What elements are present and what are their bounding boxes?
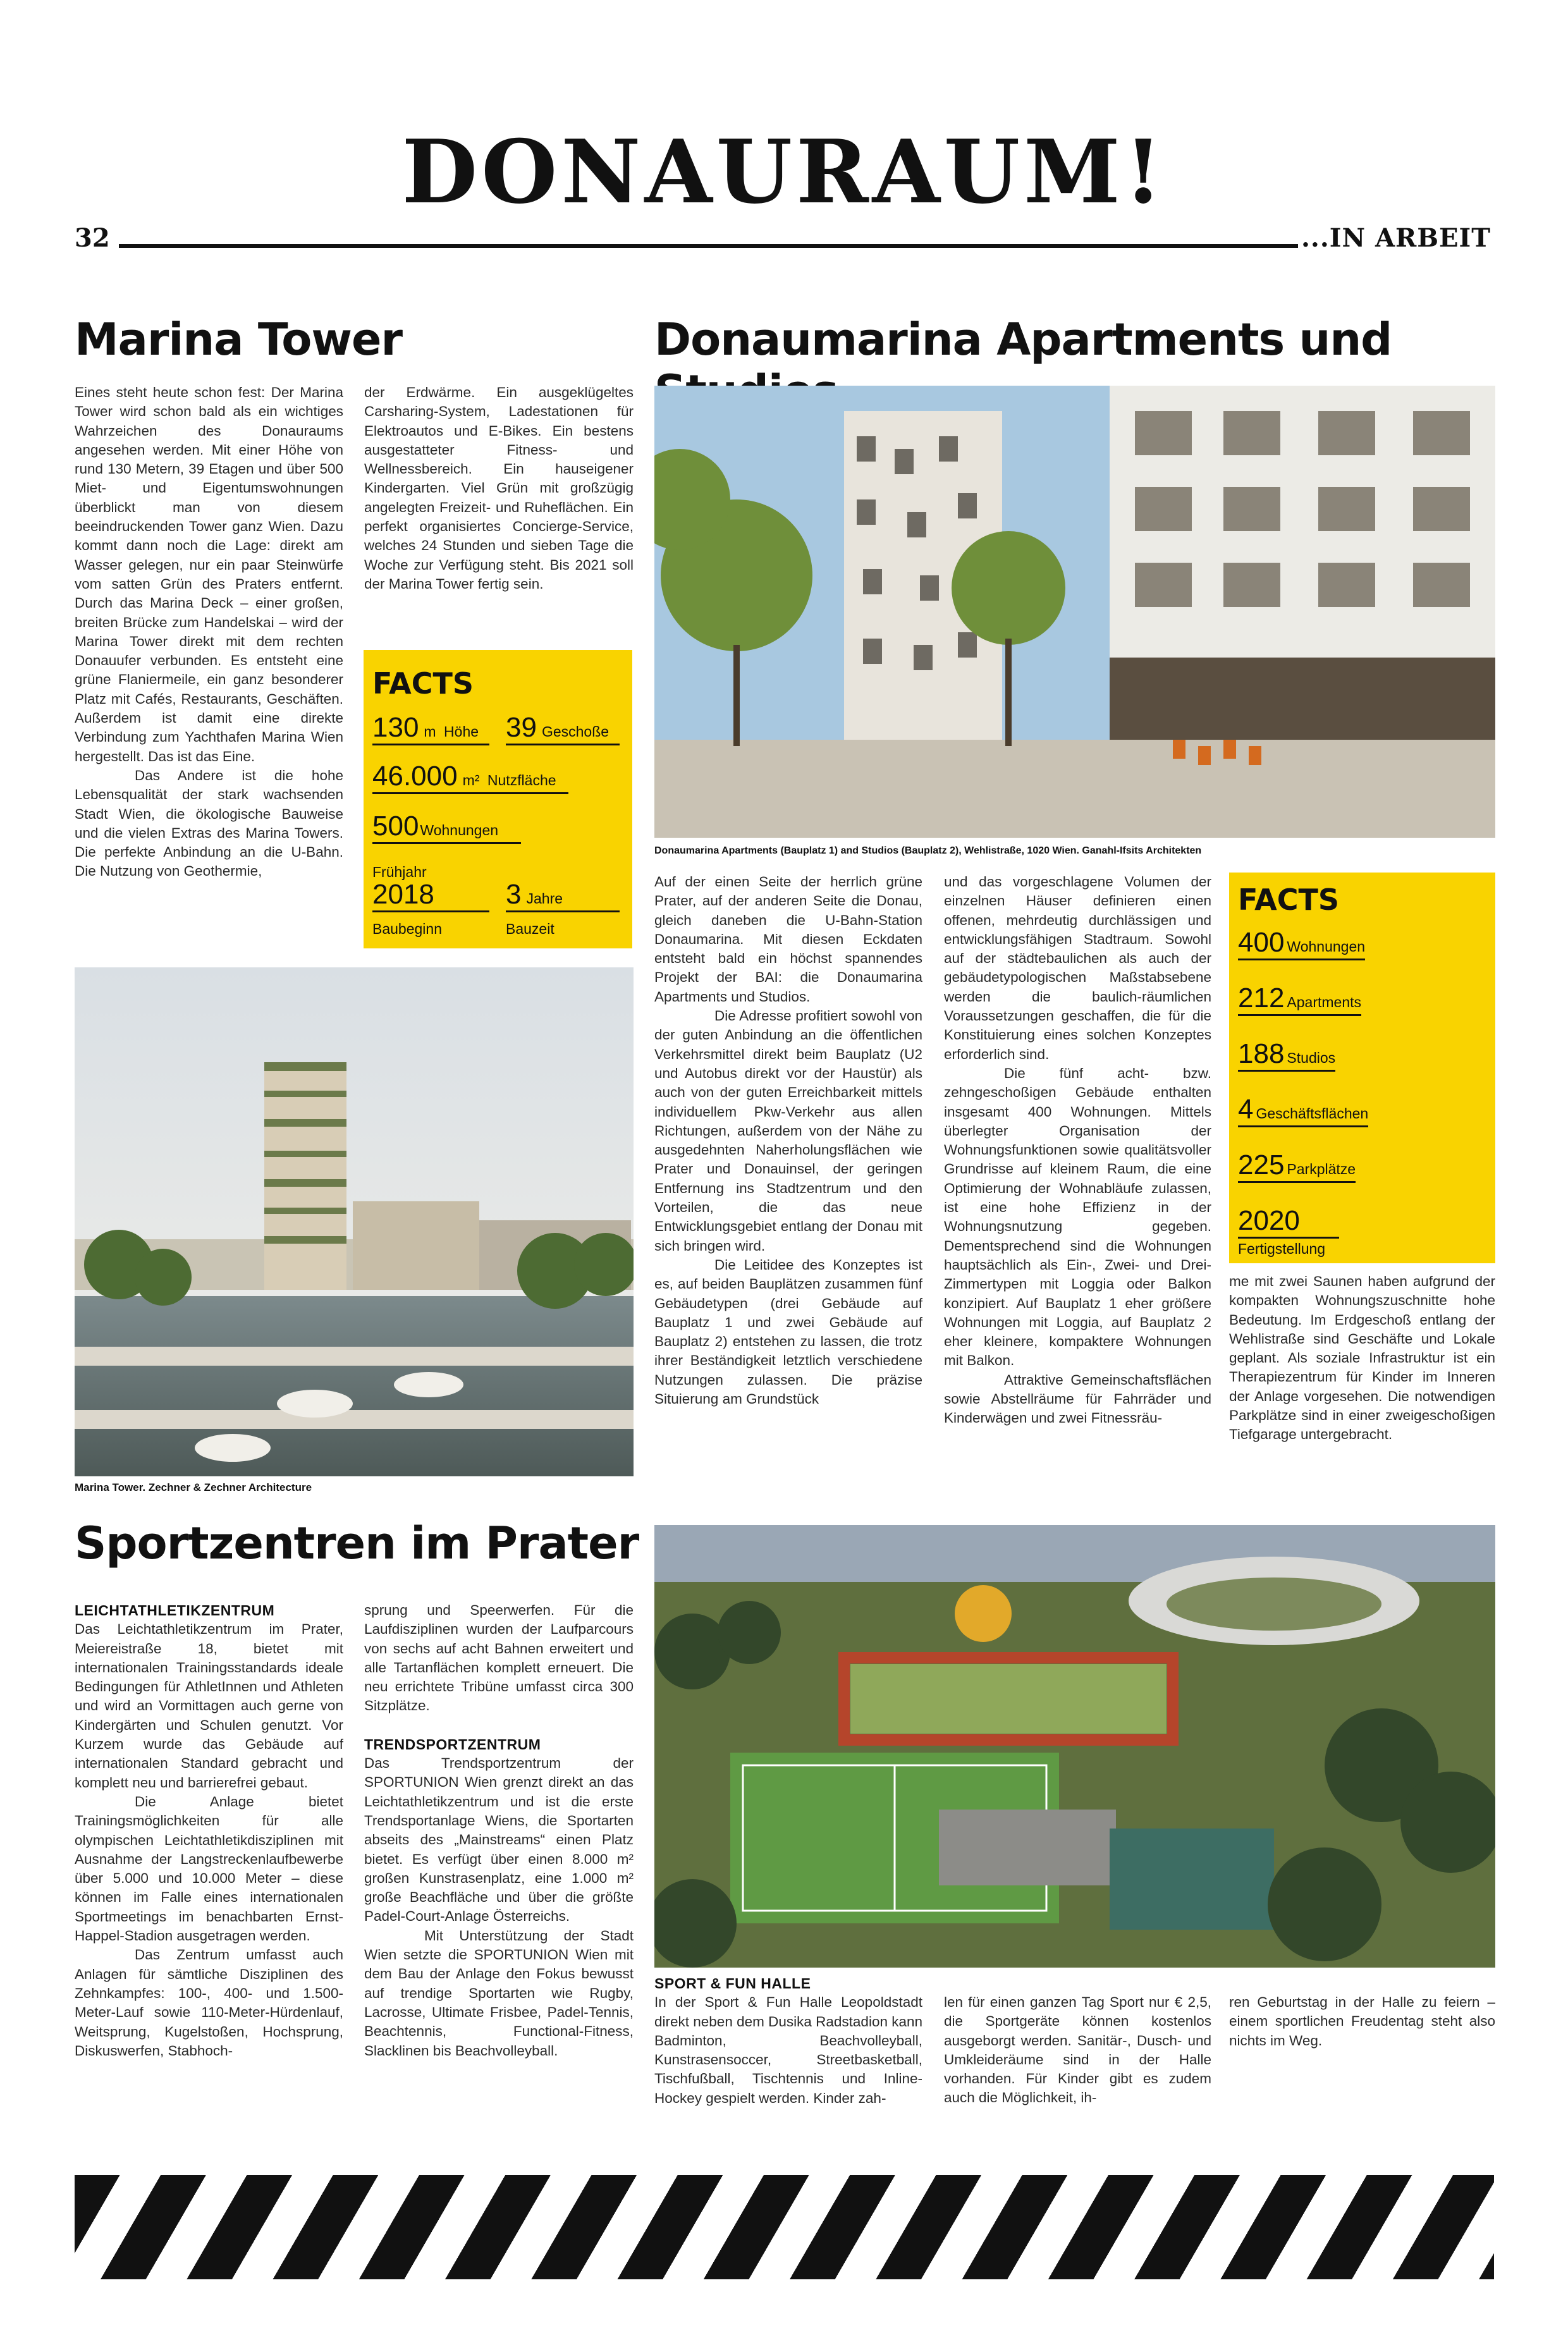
fact-units: 500Wohnungen xyxy=(372,811,521,844)
marina-tower-title: Marina Tower xyxy=(75,314,403,365)
page-number: 32 xyxy=(75,223,110,253)
fact-floors: 39 Geschoße xyxy=(506,712,620,745)
fact-label: Fertigstellung xyxy=(1238,1240,1326,1257)
paragraph: und das vorgeschlagene Volumen der einzelnen Häuser definieren einen offenen, mehrdeutig durchlässigen und entwicklungsfähigen Stadtraum. Sowohl auf der städtebaulichen als auch der gebäudetypologischen Maßstabsebene werden die baulich-räumlichen Voraussetzungen geschaffen, die für die Konstituierung eines solchen Konzeptes erforderlich sind. xyxy=(944,874,1211,1062)
subhead: TRENDSPORTZENTRUM xyxy=(364,1736,541,1753)
fact-item: 4 Geschäftsflächen xyxy=(1238,1094,1368,1127)
header-rule xyxy=(119,244,1298,248)
donaumarina-text-col3 xyxy=(1229,1272,1495,1445)
donaumarina-text-col1 xyxy=(654,873,922,1409)
sport-aerial-illustration xyxy=(654,1525,1495,1968)
section-name: ...IN ARBEIT xyxy=(1301,223,1491,253)
paragraph: Das Zentrum umfasst auch Anlagen für sämtliche Disziplinen des Zehnkampfes: 100-, 400- und 1.500-Meter-Lauf sowie 110-Meter-Hürdenlauf, Weitsprung, Kugelstoßen, Hochsprung, Diskuswerfen, Stabhoch- xyxy=(75,1947,343,2059)
fact-item: 400 Wohnungen xyxy=(1238,927,1365,960)
paragraph: Das Leichtathletikzentrum im Prater, Meiereistraße 18, bietet mit internationalen Trainingsstandards ideale Bedingungen für AthletInnen und Athleten und wird an Vormittagen auch gerne von Kindergärten und Schulen genutzt. Vor Kurzem wurde das Gebäude auf internationalen Standard gebracht und komplett neu und barrierefrei gebaut. xyxy=(75,1621,343,1791)
sport-text-col5 xyxy=(1229,1993,1495,2050)
paragraph: Die Leitidee des Konzeptes ist es, auf beiden Bauplätzen zusammen fünf Gebäudetypen (drei Gebäude auf Bauplatz 1 und zwei Gebäude auf Bauplatz 2) entstehen zu lassen, die trotz ihrer Beständigkeit letztlich verschiedene Nutzungen zulassen. Die präzise Situierung am Grundstück xyxy=(654,1256,922,1407)
sport-aerial-image xyxy=(654,1525,1495,1968)
paragraph: der Erdwärme. Ein ausgeklügeltes Carsharing-System, Ladestationen für Elektroautos und E-Bikes. Ein bestens ausgestatteter Fitness- und Wellnessbereich. Ein hauseigener Kindergarten. Viel Grün mit großzügig angelegten Freizeit- und Ruheflächen. Ein perfekt organisiertes Concierge-Service, welches 24 Stunden und sieben Tage die Woche zur Verfügung steht. Bis 2021 soll der Marina Tower fertig sein. xyxy=(364,384,634,592)
fact-item: 225 Parkplätze xyxy=(1238,1149,1356,1183)
donaumarina-illustration xyxy=(654,386,1495,838)
facts-title: FACTS xyxy=(1238,883,1340,917)
paragraph: Die Adresse profitiert sowohl von der guten Anbindung an die öffentlichen Verkehrsmittel direkt beim Bauplatz (U2 und Autobus direkt vor der Haustür) als auch von der guten Erreichbarkeit mittels individuellem Pkw-Verkehr aus allen Richtungen, außerdem von der Nähe zu ausgedehnten Naherholungsflächen wie Prater und Donauinsel, der geringen Entfernung ins Stadtzentrum und den Vorteilen, die das neue Entwicklungsgebiet entlang der Donau mit sich bringen wird. xyxy=(654,1008,922,1254)
fact-area: 46.000 m² Nutzfläche xyxy=(372,761,568,794)
donaumarina-image xyxy=(654,386,1495,838)
paragraph: ren Geburtstag in der Halle zu feiern – einem sportlichen Freudentag steht also nichts im Weg. xyxy=(1229,1994,1495,2049)
fact-duration-label: Bauzeit xyxy=(506,921,554,937)
fact-item: 212 Apartments xyxy=(1238,983,1361,1016)
subhead: SPORT & FUN HALLE xyxy=(654,1975,811,1992)
paragraph: Die fünf acht- bzw. zehngeschoßigen Gebäude enthalten insgesamt 400 Wohnungen. Mittels überlegter Organisation der Wohnungsfunktionen sowie qualitätsvoller Grundrisse auf kleinem Raum, die eine Optimierung der Wohnabläufe zulassen, ist eine hohe Effizienz in der Wohnungsnutzung gegeben. Dementsprechend sind die Wohnungen hauptsächlich als Ein-, Zwei- und Drei-Zimmertypen mit Loggia oder Balkon konzipiert. Auf Bauplatz 1 eher größere Wohnungen mit Loggia, auf Bauplatz 2 eher kleinere, kompaktere Wohnungen mit Balkon. xyxy=(944,1065,1211,1369)
sport-text-col2 xyxy=(364,1601,634,2061)
paragraph: In der Sport & Fun Halle Leopoldstadt direkt neben dem Dusika Radstadion kann Badminton, Beachvolleyball, Kunstrasensoccer, Streetbasketball, Tischfußball, Tischtennis und Inline-Hockey gespielt werden. Kinder zah- xyxy=(654,1994,923,2106)
masthead: DONAURAUM! xyxy=(401,120,1167,223)
sport-title: Sportzentren im Prater xyxy=(75,1517,639,1569)
paragraph: Auf der einen Seite der herrlich grüne Prater, auf der anderen Seite die Donau, gleich daneben die U-Bahn-Station Donaumarina. Mit diesen Eckdaten entsteht bald ein höchst spannendes Projekt der BAI: die Donaumarina Apartments und Studios. xyxy=(654,874,922,1005)
fact-start-year: 2018 xyxy=(372,879,489,912)
donaumarina-text-col2 xyxy=(944,873,1211,1428)
paragraph: Das Trendsportzentrum der SPORTUNION Wien grenzt direkt an das Leichtathletikzentrum und ist die erste Trendsportanlage Wiens, die Sportarten abseits des „Mainstreams“ einen Platz bietet. Es verfügt über einen 8.000 m² großen Kunstrasenplatz, eine 1.000 m² große Beachfläche und über die größte Padel-Court-Anlage Österreichs. xyxy=(364,1755,634,1925)
fact-item: 2020 xyxy=(1238,1205,1339,1239)
paragraph: me mit zwei Saunen haben aufgrund der kompakten Wohnungszuschnitte hohe Bedeutung. Im Erdgeschoß entlang der Wehlistraße sind Geschäfte und Lokale geplant. Als soziale Infrastruktur ist ein Therapiezentrum für Kinder im Inneren der Anlage vorgesehen. Die notwendigen Parkplätze sind in einer zweigeschoßigen Tiefgarage untergebracht. xyxy=(1229,1273,1495,1443)
fact-duration: 3 Jahre xyxy=(506,879,620,912)
marina-tower-caption: Marina Tower. Zechner & Zechner Architecture xyxy=(75,1481,312,1493)
footer-hazard-stripes xyxy=(75,2175,1494,2279)
paragraph: Das Andere ist die hohe Lebensqualität der stark wachsenden Stadt Wien, die ökologische Bauweise und die vielen Extras des Marina Towers. Die perfekte Anbindung an die U-Bahn. Die Nutzung von Geothermie, xyxy=(75,767,343,879)
sport-text-col4 xyxy=(944,1993,1211,2108)
subhead: LEICHTATHLETIKZENTRUM xyxy=(75,1602,275,1619)
sport-text-col1 xyxy=(75,1601,343,2061)
fact-start-label: Baubeginn xyxy=(372,921,442,937)
donaumarina-facts-box xyxy=(1229,873,1495,1263)
paragraph: sprung und Speerwerfen. Für die Laufdisziplinen wurden der Laufparcours von sechs auf acht Bahnen erweitert und alle Tartanflächen komplett erneuert. Die neu errichtete Tribüne umfasst circa 300 Sitzplätze. xyxy=(364,1602,634,1714)
marina-tower-illustration xyxy=(75,967,634,1476)
marina-tower-text-col2 xyxy=(364,383,634,594)
paragraph: Attraktive Gemeinschaftsflächen sowie Abstellräume für Fahrräder und Kinderwägen und zwei Fitnessräu- xyxy=(944,1371,1211,1426)
donaumarina-title: Donaumarina Apartments und xyxy=(654,314,1392,365)
paragraph: Die Anlage bietet Trainingsmöglichkeiten für alle olympischen Leichtathletikdisziplinen mit Ausnahme der Langstreckenlaufbewerbe über 5.000 und 10.000 Meter – diese können im Falle eines internationalen Sportmeetings im benachbarten Ernst-Happel-Stadion ausgetragen werden. xyxy=(75,1793,343,1944)
marina-tower-facts-box xyxy=(364,650,632,948)
donaumarina-caption: Donaumarina Apartments (Bauplatz 1) and Studios (Bauplatz 2), Wehlistraße, 1020 Wien. Ganahl-Ifsits Architekten xyxy=(654,845,1202,856)
paragraph: Eines steht heute schon fest: Der Marina Tower wird schon bald als ein wichtiges Wahrzeichen des Donauraums angesehen werden. Mit einer Höhe von rund 130 Metern, 39 Etagen und über 500 Miet- und Eigentumswohnungen überblickt man von diesem beeindruckenden Tower ganz Wien. Dazu kommt dann noch die Lage: direkt am Wasser gelegen, nur ein paar Steinwürfe vom satten Grün des Praters entfernt. Durch das Marina Deck – einer großen, breiten Brücke zum Handelskai – wird der Marina Tower direkt mit dem rechten Donauufer verbunden. Es entsteht eine grüne Flaniermeile, ein ganz besonderer Platz mit Cafés, Restaurants, Geschäften. Außerdem ist damit eine direkte Verbindung zum Yachthafen Marina Wien hergestellt. Das ist das Eine. xyxy=(75,384,343,764)
fact-start-season: Frühjahr xyxy=(372,864,427,880)
paragraph: len für einen ganzen Tag Sport nur € 2,5, die Sportgeräte können kostenlos ausgeborgt werden. Sanitär-, Dusch- und Umkleideräume sind in der Halle vorhanden. Für Kinder gibt es zudem auch die Möglichkeit, ih- xyxy=(944,1994,1211,2106)
marina-tower-image xyxy=(75,967,634,1476)
sport-text-col3 xyxy=(654,1974,922,2108)
marina-tower-text-col1 xyxy=(75,383,343,881)
facts-title: FACTS xyxy=(372,666,474,701)
fact-item: 188 Studios xyxy=(1238,1038,1335,1072)
fact-height: 130 m Höhe xyxy=(372,712,489,745)
paragraph: Mit Unterstützung der Stadt Wien setzte die SPORTUNION Wien mit dem Bau der Anlage den Fokus bewusst auf trendige Sportarten wie Rugby, Lacrosse, Ultimate Frisbee, Padel-Tennis, Beachtennis, Functional-Fitness, Slacklinen bis Beachvolleyball. xyxy=(364,1927,634,2059)
